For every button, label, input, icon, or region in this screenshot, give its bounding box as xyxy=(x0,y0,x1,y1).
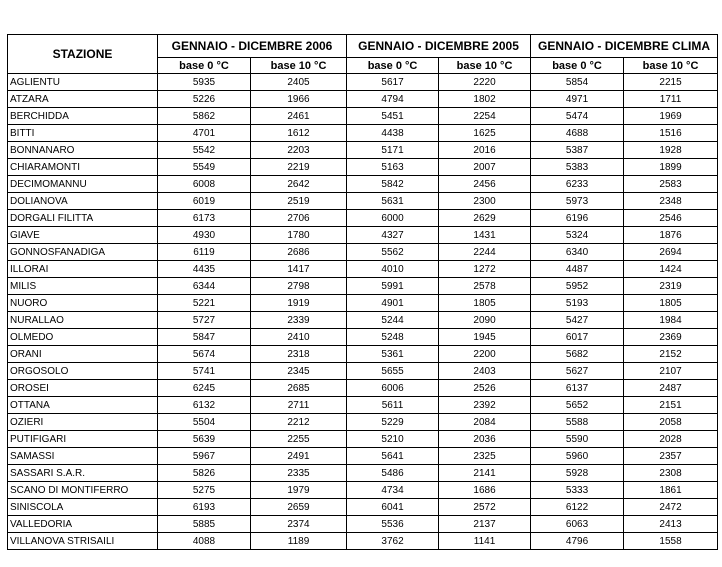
sub-header-base-10: base 10 °C xyxy=(251,58,347,74)
station-name-cell: CHIARAMONTI xyxy=(8,159,158,176)
station-name-cell: PUTIFIGARI xyxy=(8,431,158,448)
value-cell: 5171 xyxy=(347,142,439,159)
station-name-cell: DOLIANOVA xyxy=(8,193,158,210)
value-cell: 4971 xyxy=(531,91,624,108)
value-cell: 1417 xyxy=(251,261,347,278)
value-cell: 2798 xyxy=(251,278,347,295)
value-cell: 5847 xyxy=(158,329,251,346)
value-cell: 6063 xyxy=(531,516,624,533)
value-cell: 2572 xyxy=(439,499,531,516)
value-cell: 1805 xyxy=(624,295,718,312)
value-cell: 2519 xyxy=(251,193,347,210)
value-cell: 2456 xyxy=(439,176,531,193)
station-name-cell: MILIS xyxy=(8,278,158,295)
value-cell: 2392 xyxy=(439,397,531,414)
value-cell: 2215 xyxy=(624,74,718,91)
value-cell: 4901 xyxy=(347,295,439,312)
value-cell: 5960 xyxy=(531,448,624,465)
value-cell: 6233 xyxy=(531,176,624,193)
station-name-cell: DORGALI FILITTA xyxy=(8,210,158,227)
value-cell: 5639 xyxy=(158,431,251,448)
value-cell: 2300 xyxy=(439,193,531,210)
value-cell: 5451 xyxy=(347,108,439,125)
value-cell: 2028 xyxy=(624,431,718,448)
table-row xyxy=(8,142,718,159)
value-cell: 4327 xyxy=(347,227,439,244)
station-name-cell: OLMEDO xyxy=(8,329,158,346)
table-row xyxy=(8,108,718,125)
value-cell: 4435 xyxy=(158,261,251,278)
value-cell: 1516 xyxy=(624,125,718,142)
value-cell: 2711 xyxy=(251,397,347,414)
value-cell: 1686 xyxy=(439,482,531,499)
table-row xyxy=(8,91,718,108)
value-cell: 4487 xyxy=(531,261,624,278)
value-cell: 2526 xyxy=(439,380,531,397)
value-cell: 5387 xyxy=(531,142,624,159)
station-name-cell: OROSEI xyxy=(8,380,158,397)
value-cell: 5652 xyxy=(531,397,624,414)
value-cell: 4438 xyxy=(347,125,439,142)
table-row xyxy=(8,125,718,142)
value-cell: 5727 xyxy=(158,312,251,329)
value-cell: 6196 xyxy=(531,210,624,227)
value-cell: 2487 xyxy=(624,380,718,397)
value-cell: 4701 xyxy=(158,125,251,142)
value-cell: 1612 xyxy=(251,125,347,142)
value-cell: 5991 xyxy=(347,278,439,295)
value-cell: 5655 xyxy=(347,363,439,380)
header-row-groups xyxy=(8,35,718,58)
value-cell: 2685 xyxy=(251,380,347,397)
value-cell: 1899 xyxy=(624,159,718,176)
value-cell: 2659 xyxy=(251,499,347,516)
value-cell: 2084 xyxy=(439,414,531,431)
value-cell: 1966 xyxy=(251,91,347,108)
value-cell: 6137 xyxy=(531,380,624,397)
value-cell: 5486 xyxy=(347,465,439,482)
sub-header-base-0: base 0 °C xyxy=(158,58,251,74)
value-cell: 5674 xyxy=(158,346,251,363)
table-row xyxy=(8,210,718,227)
value-cell: 5590 xyxy=(531,431,624,448)
table-row xyxy=(8,244,718,261)
station-name-cell: ORANI xyxy=(8,346,158,363)
sub-header-base-0: base 0 °C xyxy=(531,58,624,74)
station-column-header: STAZIONE xyxy=(8,35,158,74)
table-body xyxy=(8,74,718,550)
table-row xyxy=(8,278,718,295)
table-row xyxy=(8,312,718,329)
value-cell: 4734 xyxy=(347,482,439,499)
value-cell: 1272 xyxy=(439,261,531,278)
station-name-cell: ORGOSOLO xyxy=(8,363,158,380)
value-cell: 4930 xyxy=(158,227,251,244)
value-cell: 6006 xyxy=(347,380,439,397)
value-cell: 2403 xyxy=(439,363,531,380)
value-cell: 2220 xyxy=(439,74,531,91)
value-cell: 1189 xyxy=(251,533,347,550)
value-cell: 5611 xyxy=(347,397,439,414)
value-cell: 6344 xyxy=(158,278,251,295)
value-cell: 2244 xyxy=(439,244,531,261)
value-cell: 5383 xyxy=(531,159,624,176)
value-cell: 2339 xyxy=(251,312,347,329)
value-cell: 1919 xyxy=(251,295,347,312)
table-row xyxy=(8,516,718,533)
value-cell: 2151 xyxy=(624,397,718,414)
value-cell: 5221 xyxy=(158,295,251,312)
table-row xyxy=(8,295,718,312)
table-row xyxy=(8,329,718,346)
value-cell: 1876 xyxy=(624,227,718,244)
value-cell: 3762 xyxy=(347,533,439,550)
table-row xyxy=(8,448,718,465)
sub-header-base-0: base 0 °C xyxy=(347,58,439,74)
value-cell: 1928 xyxy=(624,142,718,159)
station-name-cell: OTTANA xyxy=(8,397,158,414)
value-cell: 5826 xyxy=(158,465,251,482)
value-cell: 2141 xyxy=(439,465,531,482)
value-cell: 1711 xyxy=(624,91,718,108)
value-cell: 1984 xyxy=(624,312,718,329)
value-cell: 5275 xyxy=(158,482,251,499)
value-cell: 5333 xyxy=(531,482,624,499)
station-name-cell: SAMASSI xyxy=(8,448,158,465)
value-cell: 2345 xyxy=(251,363,347,380)
table-row xyxy=(8,363,718,380)
value-cell: 2090 xyxy=(439,312,531,329)
table-row xyxy=(8,74,718,91)
value-cell: 6340 xyxy=(531,244,624,261)
value-cell: 5474 xyxy=(531,108,624,125)
value-cell: 2472 xyxy=(624,499,718,516)
station-name-cell: NURALLAO xyxy=(8,312,158,329)
station-name-cell: VALLEDORIA xyxy=(8,516,158,533)
value-cell: 5562 xyxy=(347,244,439,261)
value-cell: 1141 xyxy=(439,533,531,550)
table-row xyxy=(8,465,718,482)
value-cell: 2016 xyxy=(439,142,531,159)
value-cell: 1625 xyxy=(439,125,531,142)
value-cell: 4010 xyxy=(347,261,439,278)
value-cell: 5542 xyxy=(158,142,251,159)
station-name-cell: ILLORAI xyxy=(8,261,158,278)
value-cell: 2491 xyxy=(251,448,347,465)
value-cell: 5504 xyxy=(158,414,251,431)
value-cell: 6008 xyxy=(158,176,251,193)
table-row xyxy=(8,482,718,499)
value-cell: 2319 xyxy=(624,278,718,295)
value-cell: 5682 xyxy=(531,346,624,363)
value-cell: 2642 xyxy=(251,176,347,193)
station-name-cell: OZIERI xyxy=(8,414,158,431)
value-cell: 2255 xyxy=(251,431,347,448)
value-cell: 5928 xyxy=(531,465,624,482)
value-cell: 2212 xyxy=(251,414,347,431)
value-cell: 2374 xyxy=(251,516,347,533)
table-row xyxy=(8,193,718,210)
value-cell: 5210 xyxy=(347,431,439,448)
value-cell: 2410 xyxy=(251,329,347,346)
value-cell: 4688 xyxy=(531,125,624,142)
value-cell: 5973 xyxy=(531,193,624,210)
station-name-cell: SASSARI S.A.R. xyxy=(8,465,158,482)
value-cell: 2348 xyxy=(624,193,718,210)
value-cell: 6041 xyxy=(347,499,439,516)
table-row xyxy=(8,533,718,550)
value-cell: 1780 xyxy=(251,227,347,244)
table-row xyxy=(8,397,718,414)
value-cell: 5588 xyxy=(531,414,624,431)
value-cell: 2461 xyxy=(251,108,347,125)
group-header-2006: GENNAIO - DICEMBRE 2006 xyxy=(158,35,347,58)
group-header-clima: GENNAIO - DICEMBRE CLIMA xyxy=(531,35,718,58)
value-cell: 2629 xyxy=(439,210,531,227)
value-cell: 1945 xyxy=(439,329,531,346)
value-cell: 5885 xyxy=(158,516,251,533)
value-cell: 4794 xyxy=(347,91,439,108)
value-cell: 2203 xyxy=(251,142,347,159)
value-cell: 1861 xyxy=(624,482,718,499)
value-cell: 1431 xyxy=(439,227,531,244)
value-cell: 6193 xyxy=(158,499,251,516)
station-name-cell: BONNANARO xyxy=(8,142,158,159)
value-cell: 6122 xyxy=(531,499,624,516)
value-cell: 2335 xyxy=(251,465,347,482)
value-cell: 2254 xyxy=(439,108,531,125)
value-cell: 2694 xyxy=(624,244,718,261)
station-name-cell: BITTI xyxy=(8,125,158,142)
table-row xyxy=(8,380,718,397)
value-cell: 2686 xyxy=(251,244,347,261)
value-cell: 2578 xyxy=(439,278,531,295)
table-row xyxy=(8,176,718,193)
value-cell: 1979 xyxy=(251,482,347,499)
value-cell: 5862 xyxy=(158,108,251,125)
table-row xyxy=(8,227,718,244)
table-row xyxy=(8,261,718,278)
value-cell: 5361 xyxy=(347,346,439,363)
value-cell: 4796 xyxy=(531,533,624,550)
value-cell: 5226 xyxy=(158,91,251,108)
table-row xyxy=(8,414,718,431)
value-cell: 5967 xyxy=(158,448,251,465)
value-cell: 2152 xyxy=(624,346,718,363)
value-cell: 5741 xyxy=(158,363,251,380)
value-cell: 2308 xyxy=(624,465,718,482)
degree-days-table xyxy=(7,34,718,550)
value-cell: 5324 xyxy=(531,227,624,244)
value-cell: 6017 xyxy=(531,329,624,346)
value-cell: 2405 xyxy=(251,74,347,91)
station-name-cell: VILLANOVA STRISAILI xyxy=(8,533,158,550)
value-cell: 5631 xyxy=(347,193,439,210)
station-name-cell: DECIMOMANNU xyxy=(8,176,158,193)
value-cell: 1802 xyxy=(439,91,531,108)
station-name-cell: NUORO xyxy=(8,295,158,312)
value-cell: 1969 xyxy=(624,108,718,125)
table-row xyxy=(8,499,718,516)
station-name-cell: SCANO DI MONTIFERRO xyxy=(8,482,158,499)
value-cell: 1805 xyxy=(439,295,531,312)
value-cell: 5248 xyxy=(347,329,439,346)
value-cell: 5854 xyxy=(531,74,624,91)
value-cell: 2325 xyxy=(439,448,531,465)
value-cell: 5842 xyxy=(347,176,439,193)
value-cell: 6132 xyxy=(158,397,251,414)
value-cell: 2546 xyxy=(624,210,718,227)
value-cell: 2413 xyxy=(624,516,718,533)
value-cell: 5193 xyxy=(531,295,624,312)
value-cell: 6173 xyxy=(158,210,251,227)
station-name-cell: BERCHIDDA xyxy=(8,108,158,125)
value-cell: 6019 xyxy=(158,193,251,210)
value-cell: 2036 xyxy=(439,431,531,448)
value-cell: 2583 xyxy=(624,176,718,193)
value-cell: 5536 xyxy=(347,516,439,533)
value-cell: 2369 xyxy=(624,329,718,346)
value-cell: 5229 xyxy=(347,414,439,431)
value-cell: 5549 xyxy=(158,159,251,176)
value-cell: 5627 xyxy=(531,363,624,380)
value-cell: 5641 xyxy=(347,448,439,465)
value-cell: 2137 xyxy=(439,516,531,533)
value-cell: 1424 xyxy=(624,261,718,278)
station-name-cell: GONNOSFANADIGA xyxy=(8,244,158,261)
sub-header-base-10: base 10 °C xyxy=(439,58,531,74)
group-header-2005: GENNAIO - DICEMBRE 2005 xyxy=(347,35,531,58)
sub-header-base-10: base 10 °C xyxy=(624,58,718,74)
value-cell: 5952 xyxy=(531,278,624,295)
value-cell: 5163 xyxy=(347,159,439,176)
table-row xyxy=(8,346,718,363)
value-cell: 1558 xyxy=(624,533,718,550)
value-cell: 2058 xyxy=(624,414,718,431)
value-cell: 5244 xyxy=(347,312,439,329)
value-cell: 2357 xyxy=(624,448,718,465)
value-cell: 6245 xyxy=(158,380,251,397)
station-name-cell: ATZARA xyxy=(8,91,158,108)
value-cell: 2706 xyxy=(251,210,347,227)
value-cell: 2107 xyxy=(624,363,718,380)
value-cell: 6000 xyxy=(347,210,439,227)
station-name-cell: AGLIENTU xyxy=(8,74,158,91)
station-name-cell: GIAVE xyxy=(8,227,158,244)
table-row xyxy=(8,431,718,448)
value-cell: 4088 xyxy=(158,533,251,550)
value-cell: 2318 xyxy=(251,346,347,363)
value-cell: 5935 xyxy=(158,74,251,91)
value-cell: 2007 xyxy=(439,159,531,176)
value-cell: 2219 xyxy=(251,159,347,176)
value-cell: 2200 xyxy=(439,346,531,363)
station-name-cell: SINISCOLA xyxy=(8,499,158,516)
value-cell: 5427 xyxy=(531,312,624,329)
value-cell: 6119 xyxy=(158,244,251,261)
value-cell: 5617 xyxy=(347,74,439,91)
table-row xyxy=(8,159,718,176)
